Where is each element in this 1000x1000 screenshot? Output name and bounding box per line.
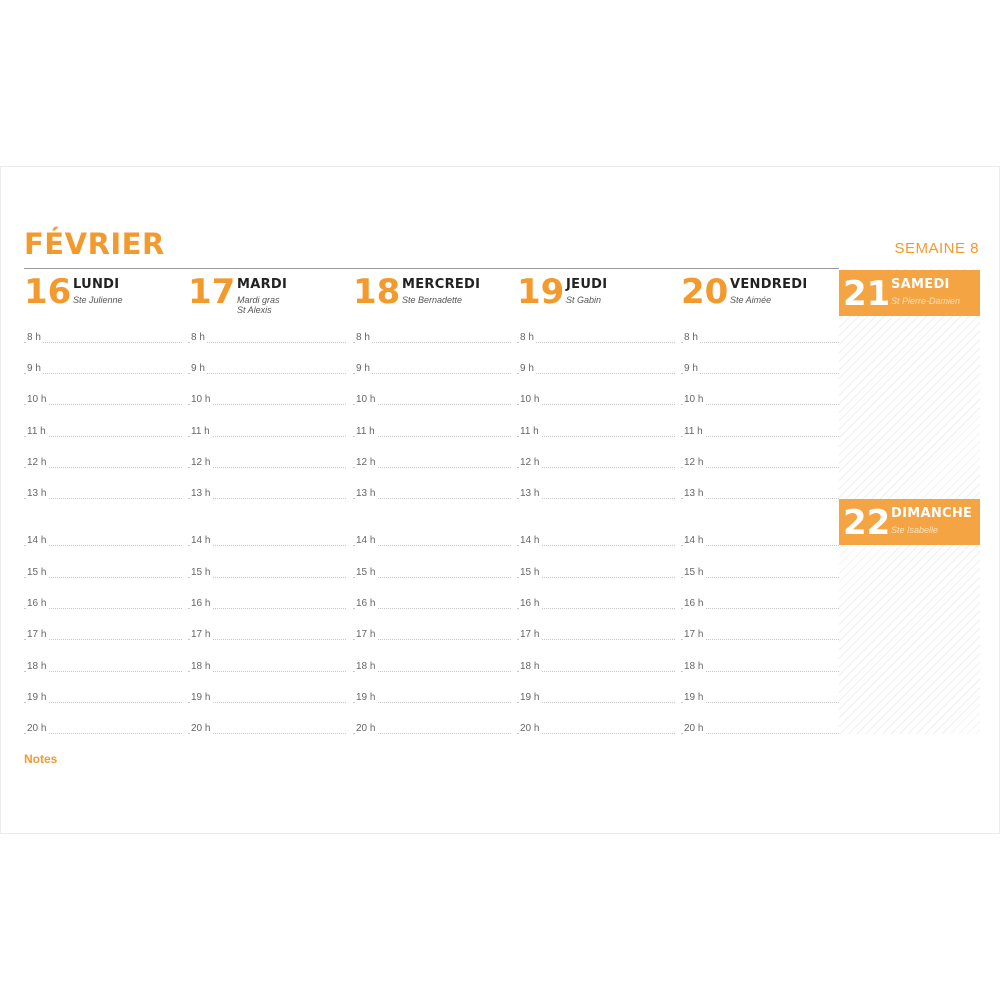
- dotted-line: [517, 373, 675, 374]
- time-slot[interactable]: [24, 723, 182, 735]
- time-slot[interactable]: [188, 363, 346, 375]
- time-slot[interactable]: [517, 535, 675, 547]
- time-slot[interactable]: [353, 535, 511, 547]
- hour-label: 9 h: [356, 363, 370, 374]
- time-slot[interactable]: [681, 598, 839, 610]
- time-slot[interactable]: [188, 457, 346, 469]
- day-saints: [237, 295, 280, 315]
- time-slot[interactable]: [517, 457, 675, 469]
- hour-label: 12 h: [520, 457, 540, 468]
- day-column-mercredi: [353, 269, 511, 739]
- hour-label: 11 h: [27, 426, 46, 437]
- time-slot[interactable]: [353, 488, 511, 500]
- day-column-lundi: [24, 269, 182, 739]
- hour-label: 17 h: [684, 629, 704, 640]
- day-saints: [402, 295, 462, 305]
- saint-line: Ste Julienne: [73, 295, 123, 305]
- time-slot[interactable]: [24, 394, 182, 406]
- hour-label: 18 h: [356, 661, 376, 672]
- hour-label: 11 h: [684, 426, 703, 437]
- hour-label: 8 h: [684, 332, 698, 343]
- dotted-line: [188, 373, 346, 374]
- time-slot[interactable]: [681, 332, 839, 344]
- time-slot[interactable]: [681, 394, 839, 406]
- hour-label: 12 h: [356, 457, 376, 468]
- hour-label: 20 h: [520, 723, 540, 734]
- hour-label: 15 h: [684, 567, 704, 578]
- time-slot[interactable]: [24, 488, 182, 500]
- hour-label: 10 h: [520, 394, 540, 405]
- hour-label: 10 h: [684, 394, 704, 405]
- hour-label: 18 h: [520, 661, 540, 672]
- time-slot[interactable]: [188, 426, 346, 438]
- hour-label: 19 h: [684, 692, 704, 703]
- hour-label: 19 h: [191, 692, 211, 703]
- hour-label: 17 h: [356, 629, 376, 640]
- day-name: DIMANCHE: [891, 506, 973, 521]
- hour-label: 14 h: [191, 535, 211, 546]
- dotted-line: [681, 342, 839, 343]
- hour-label: 12 h: [684, 457, 704, 468]
- hour-label: 15 h: [356, 567, 376, 578]
- time-slot[interactable]: [681, 692, 839, 704]
- day-column-mardi: [188, 269, 346, 739]
- notes-label: Notes: [24, 752, 58, 766]
- planner-page: [0, 166, 1000, 834]
- time-slot[interactable]: [353, 426, 511, 438]
- time-slot[interactable]: [188, 567, 346, 579]
- hour-label: 16 h: [520, 598, 540, 609]
- saturday-box: [839, 270, 980, 316]
- hour-label: 18 h: [191, 661, 211, 672]
- hour-label: 16 h: [27, 598, 47, 609]
- day-number: 20: [681, 272, 729, 312]
- time-slot[interactable]: [517, 629, 675, 641]
- hour-label: 9 h: [27, 363, 41, 374]
- hour-label: 14 h: [356, 535, 376, 546]
- hour-label: 8 h: [520, 332, 534, 343]
- time-slot[interactable]: [681, 426, 839, 438]
- hour-label: 8 h: [356, 332, 370, 343]
- saint-line: St Gabin: [566, 295, 602, 305]
- time-slot[interactable]: [188, 629, 346, 641]
- time-slot[interactable]: [517, 598, 675, 610]
- hour-label: 18 h: [27, 661, 47, 672]
- hour-label: 13 h: [520, 488, 540, 499]
- hour-label: 10 h: [191, 394, 211, 405]
- hour-label: 17 h: [520, 629, 540, 640]
- hour-label: 18 h: [684, 661, 704, 672]
- hour-label: 14 h: [684, 535, 704, 546]
- day-number: 22: [843, 503, 891, 543]
- time-slot[interactable]: [681, 723, 839, 735]
- hour-label: 11 h: [191, 426, 210, 437]
- hour-label: 11 h: [356, 426, 375, 437]
- time-slot[interactable]: [188, 598, 346, 610]
- hour-label: 14 h: [520, 535, 540, 546]
- month-title: FÉVRIER: [24, 227, 165, 261]
- time-slot[interactable]: [353, 394, 511, 406]
- dotted-line: [24, 342, 182, 343]
- time-slot[interactable]: [353, 457, 511, 469]
- time-slot[interactable]: [681, 567, 839, 579]
- time-slot[interactable]: [188, 535, 346, 547]
- time-slot[interactable]: [188, 723, 346, 735]
- hour-label: 10 h: [27, 394, 47, 405]
- time-slot[interactable]: [24, 457, 182, 469]
- time-slot[interactable]: [353, 363, 511, 375]
- hour-label: 19 h: [356, 692, 376, 703]
- time-slot[interactable]: [353, 567, 511, 579]
- hour-label: 8 h: [27, 332, 41, 343]
- hour-label: 16 h: [356, 598, 376, 609]
- hour-label: 15 h: [27, 567, 47, 578]
- day-number: 19: [517, 272, 565, 312]
- hour-label: 12 h: [27, 457, 47, 468]
- hour-label: 10 h: [356, 394, 376, 405]
- time-slot[interactable]: [188, 661, 346, 673]
- hour-label: 15 h: [191, 567, 211, 578]
- hour-label: 9 h: [191, 363, 205, 374]
- day-saint: St Pierre-Damien: [891, 296, 961, 306]
- time-slot[interactable]: [517, 363, 675, 375]
- time-slot[interactable]: [517, 426, 675, 438]
- time-slot[interactable]: [681, 457, 839, 469]
- saint-line: Ste Bernadette: [402, 295, 463, 305]
- hour-label: 16 h: [684, 598, 704, 609]
- day-saints: [73, 295, 123, 305]
- time-slot[interactable]: [681, 535, 839, 547]
- time-slot[interactable]: [517, 488, 675, 500]
- time-slot[interactable]: [24, 598, 182, 610]
- saint-line: St Alexis: [237, 305, 272, 315]
- day-number: 16: [24, 272, 72, 312]
- dotted-line: [353, 373, 511, 374]
- day-saints: [730, 295, 771, 305]
- hour-label: 13 h: [356, 488, 376, 499]
- hour-label: 9 h: [520, 363, 534, 374]
- dotted-line: [24, 373, 182, 374]
- day-number: 17: [188, 272, 236, 312]
- dotted-line: [517, 342, 675, 343]
- hour-label: 20 h: [27, 723, 47, 734]
- hour-label: 20 h: [191, 723, 211, 734]
- saint-line: Ste Aimée: [730, 295, 772, 305]
- hour-label: 13 h: [27, 488, 47, 499]
- time-slot[interactable]: [24, 363, 182, 375]
- time-slot[interactable]: [24, 661, 182, 673]
- time-slot[interactable]: [353, 629, 511, 641]
- day-name: MARDI: [237, 277, 288, 292]
- dotted-line: [188, 342, 346, 343]
- day-name: MERCREDI: [402, 277, 481, 292]
- time-slot[interactable]: [517, 567, 675, 579]
- time-slot[interactable]: [24, 567, 182, 579]
- dotted-line: [681, 373, 839, 374]
- time-slot[interactable]: [681, 629, 839, 641]
- day-number: 21: [843, 274, 891, 314]
- hour-label: 17 h: [191, 629, 211, 640]
- time-slot[interactable]: [188, 332, 346, 344]
- day-name: VENDREDI: [730, 277, 808, 292]
- day-column-jeudi: [517, 269, 675, 739]
- time-slot[interactable]: [188, 488, 346, 500]
- hour-label: 15 h: [520, 567, 540, 578]
- time-slot[interactable]: [681, 363, 839, 375]
- time-slot[interactable]: [24, 692, 182, 704]
- day-saint: Ste Isabelle: [891, 525, 939, 535]
- hour-label: 13 h: [191, 488, 211, 499]
- time-slot[interactable]: [517, 692, 675, 704]
- hour-label: 12 h: [191, 457, 211, 468]
- day-number: 18: [353, 272, 401, 312]
- hour-label: 20 h: [684, 723, 704, 734]
- saint-line: Mardi gras: [237, 295, 280, 305]
- time-slot[interactable]: [353, 692, 511, 704]
- time-slot[interactable]: [517, 661, 675, 673]
- hour-label: 19 h: [520, 692, 540, 703]
- day-name: JEUDI: [566, 277, 608, 292]
- time-slot[interactable]: [24, 535, 182, 547]
- time-slot[interactable]: [353, 723, 511, 735]
- hour-label: 19 h: [27, 692, 47, 703]
- time-slot[interactable]: [517, 723, 675, 735]
- hour-label: 16 h: [191, 598, 211, 609]
- hour-label: 11 h: [520, 426, 539, 437]
- dotted-line: [353, 342, 511, 343]
- time-slot[interactable]: [353, 332, 511, 344]
- week-label: SEMAINE 8: [894, 240, 979, 257]
- time-slot[interactable]: [188, 692, 346, 704]
- hour-label: 20 h: [356, 723, 376, 734]
- time-slot[interactable]: [24, 332, 182, 344]
- day-name: LUNDI: [73, 277, 120, 292]
- time-slot[interactable]: [517, 332, 675, 344]
- time-slot[interactable]: [681, 488, 839, 500]
- day-column-vendredi: [681, 269, 839, 739]
- hour-label: 13 h: [684, 488, 704, 499]
- day-saints: [566, 295, 601, 305]
- hour-label: 14 h: [27, 535, 47, 546]
- time-slot[interactable]: [24, 426, 182, 438]
- time-slot[interactable]: [353, 661, 511, 673]
- hour-label: 8 h: [191, 332, 205, 343]
- sunday-box: [839, 499, 980, 545]
- hour-label: 9 h: [684, 363, 698, 374]
- time-slot[interactable]: [188, 394, 346, 406]
- time-slot[interactable]: [353, 598, 511, 610]
- hour-label: 17 h: [27, 629, 47, 640]
- time-slot[interactable]: [517, 394, 675, 406]
- day-name: SAMEDI: [891, 277, 950, 292]
- time-slot[interactable]: [681, 661, 839, 673]
- time-slot[interactable]: [24, 629, 182, 641]
